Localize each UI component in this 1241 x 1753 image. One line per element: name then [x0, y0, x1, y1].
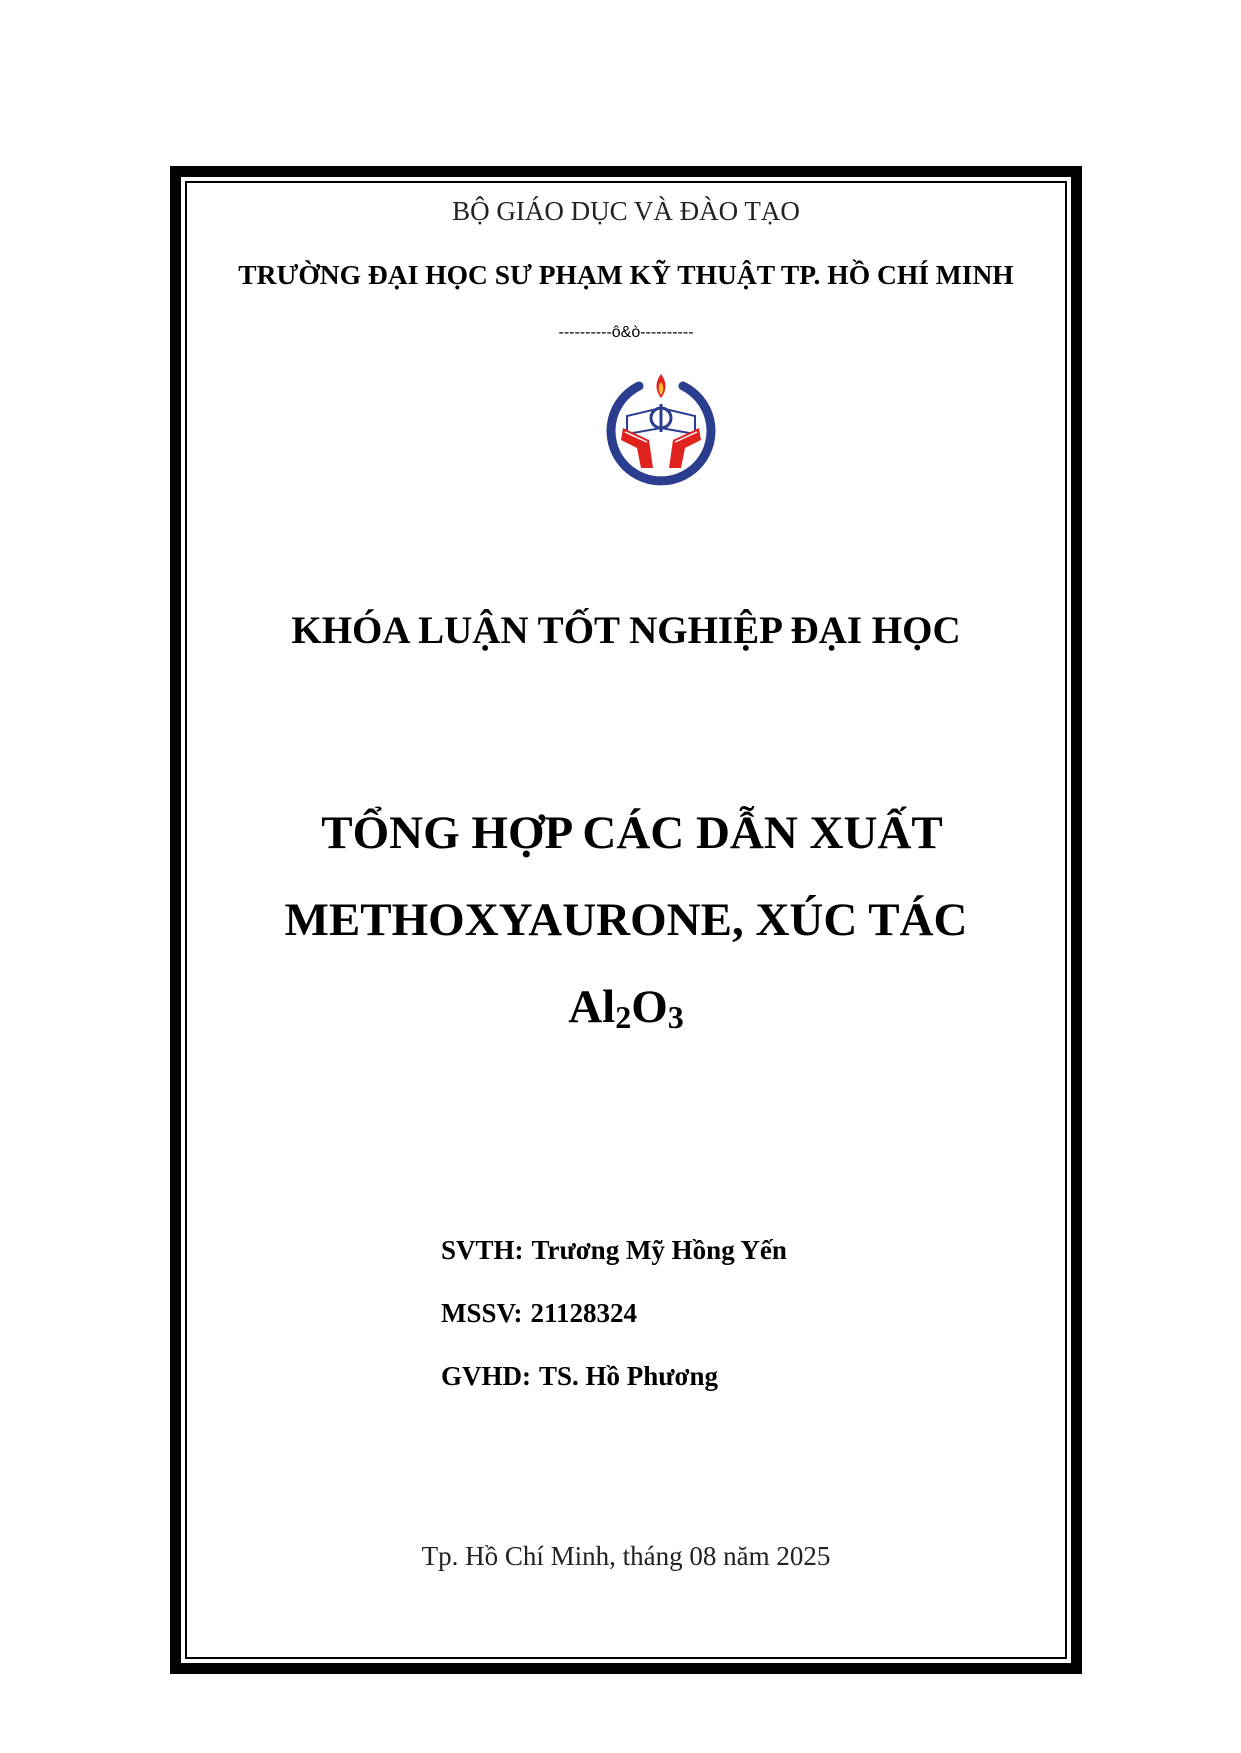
thesis-title-formula: [230, 964, 1022, 1051]
thesis-type: KHÓA LUẬN TỐT NGHIỆP ĐẠI HỌC: [291, 609, 961, 652]
svth-label: SVTH:: [441, 1235, 524, 1265]
gvhd-value: TS. Hồ Phương: [539, 1361, 718, 1391]
formula-subscript-2: 2: [615, 999, 632, 1035]
place-and-date: Tp. Hồ Chí Minh, tháng 08 năm 2025: [421, 1541, 831, 1571]
university-emblem-icon: [601, 370, 721, 490]
formula-element-o: O: [631, 981, 668, 1033]
mssv-value: 21128324: [530, 1298, 638, 1328]
student-id-row: [441, 1298, 637, 1329]
thesis-title-line-2: METHOXYAURONE, XÚC TÁC: [284, 894, 968, 946]
formula-element-al: Al: [568, 981, 616, 1033]
thesis-title-line-1: TỔNG HỢP CÁC DẪN XUẤT: [321, 807, 943, 859]
thesis-title: [230, 790, 1022, 1051]
gvhd-label: GVHD:: [441, 1361, 531, 1391]
supervisor-row: [441, 1361, 718, 1392]
svth-value: Trương Mỹ Hồng Yến: [531, 1235, 787, 1265]
decorative-divider: ----------ô&ò----------: [558, 324, 694, 341]
ministry-name: BỘ GIÁO DỤC VÀ ĐÀO TẠO: [452, 196, 800, 226]
mssv-label: MSSV:: [441, 1298, 523, 1328]
formula-subscript-3: 3: [667, 999, 684, 1035]
university-name: TRƯỜNG ĐẠI HỌC SƯ PHẠM KỸ THUẬT TP. HỒ CHÍ MINH: [238, 259, 1014, 290]
student-name-row: [441, 1235, 787, 1266]
